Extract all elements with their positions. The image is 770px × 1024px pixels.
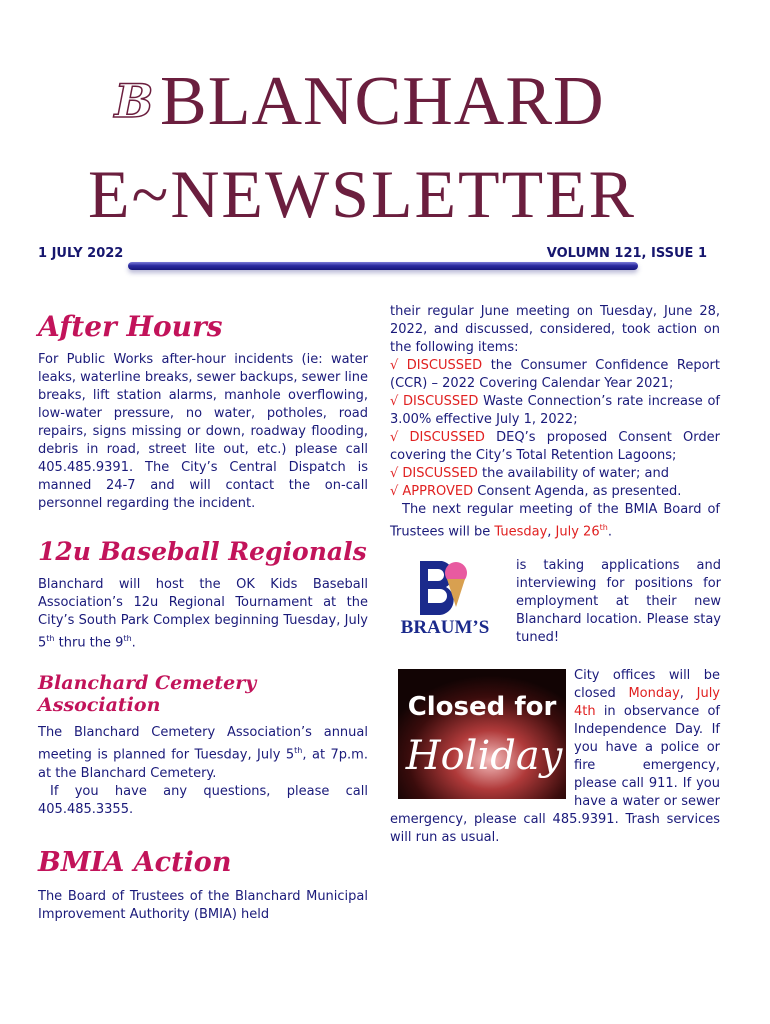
issue-volume: VOLUMN 121, ISSUE 1 bbox=[546, 246, 707, 261]
cemetery-body: The Blanchard Cemetery Association’s annual meeting is planned for Tuesday, July 5th, at 7p.m. at the Blanchard Cemetery. bbox=[38, 725, 368, 781]
masthead-title-line1: BLANCHARD bbox=[160, 63, 605, 140]
bmia-action-item bbox=[390, 465, 720, 483]
holiday-body: City offices will be closed Monday, July 4th in observance of Independence Day. If you have a police or fire emergency, please call 911. If you have a water or sewer emergency, please call 485.9391. Trash services will run as usual. bbox=[390, 668, 721, 846]
braums-logo bbox=[390, 557, 500, 637]
issue-date: 1 JULY 2022 bbox=[38, 246, 124, 261]
bmia-action-list bbox=[390, 357, 720, 501]
bmia-action-status: √ DISCUSSED bbox=[390, 430, 485, 445]
holiday-image-line1: Closed for bbox=[407, 692, 557, 723]
bmia-action-status: √ DISCUSSED bbox=[390, 358, 483, 373]
bmia-action-text: DEQ’s proposed Consent Order covering the City’s Total Retention Lagoons; bbox=[390, 430, 720, 463]
holiday-notice bbox=[390, 667, 720, 847]
baseball-heading: 12u Baseball Regionals bbox=[38, 537, 367, 566]
right-column bbox=[390, 303, 720, 847]
bmia-action-status: √ APPROVED bbox=[390, 484, 474, 499]
braums-logo-text: BRAUM’S bbox=[400, 617, 490, 638]
bmia-action-text: the availability of water; and bbox=[477, 466, 669, 481]
bmia-action-text: Waste Connection’s rate increase of 3.00% effective July 1, 2022; bbox=[390, 394, 720, 427]
bmia-action-item bbox=[390, 429, 720, 465]
cemetery-heading: Blanchard Cemetery Association bbox=[38, 672, 257, 717]
baseball-body: Blanchard will host the OK Kids Baseball Association’s 12u Regional Tournament at the City’s South Park Complex beginning Tuesday, July 5th thru the 9th. bbox=[38, 577, 368, 651]
bmia-action-item bbox=[390, 357, 720, 393]
bmia-next-meeting: The next regular meeting of the BMIA Board of Trustees will be Tuesday, July 26th. bbox=[390, 502, 720, 540]
cemetery-contact: If you have any questions, please call 405.485.3355. bbox=[38, 783, 368, 817]
masthead-divider bbox=[128, 262, 638, 270]
left-column bbox=[38, 300, 368, 924]
masthead-logo-b: B bbox=[114, 74, 154, 128]
bmia-action-status: √ DISCUSSED bbox=[390, 466, 478, 481]
bmia-body-continued: their regular June meeting on Tuesday, June 28, 2022, and discussed, considered, took action on the following items: bbox=[390, 304, 720, 355]
braums-notice bbox=[390, 557, 720, 653]
closed-for-holiday-image bbox=[398, 669, 566, 799]
bmia-action-text: the Consumer Confidence Report (CCR) – 2022 Covering Calendar Year 2021; bbox=[390, 358, 720, 391]
after-hours-body: For Public Works after-hour incidents (ie: water leaks, waterline breaks, sewer backups, sewer line breaks, lift station alarms, manhole overflowing, low-water pressure, no water, potholes, road repairs, signs missing or down, roadway flooding, debris in road, street lite out, etc.) please call 405.485.9391. The City’s Central Dispatch is manned 24-7 and will contact the on-call personnel regarding the incident. bbox=[38, 352, 368, 511]
bmia-action-item bbox=[390, 393, 720, 429]
masthead-title-line2: E~NEWSLETTER bbox=[88, 156, 637, 232]
bmia-action-item bbox=[390, 483, 720, 501]
holiday-image-line2: Holiday bbox=[405, 733, 563, 780]
bmia-action-status: √ DISCUSSED bbox=[390, 394, 479, 409]
bmia-body: The Board of Trustees of the Blanchard Municipal Improvement Authority (BMIA) held bbox=[38, 888, 368, 922]
braums-body: is taking applications and interviewing for positions for employment at their new Blanchard location. Please stay tuned! bbox=[516, 558, 721, 646]
bmia-heading: BMIA Action bbox=[38, 846, 232, 878]
bmia-action-text: Consent Agenda, as presented. bbox=[473, 484, 682, 499]
after-hours-heading: After Hours bbox=[38, 310, 223, 343]
